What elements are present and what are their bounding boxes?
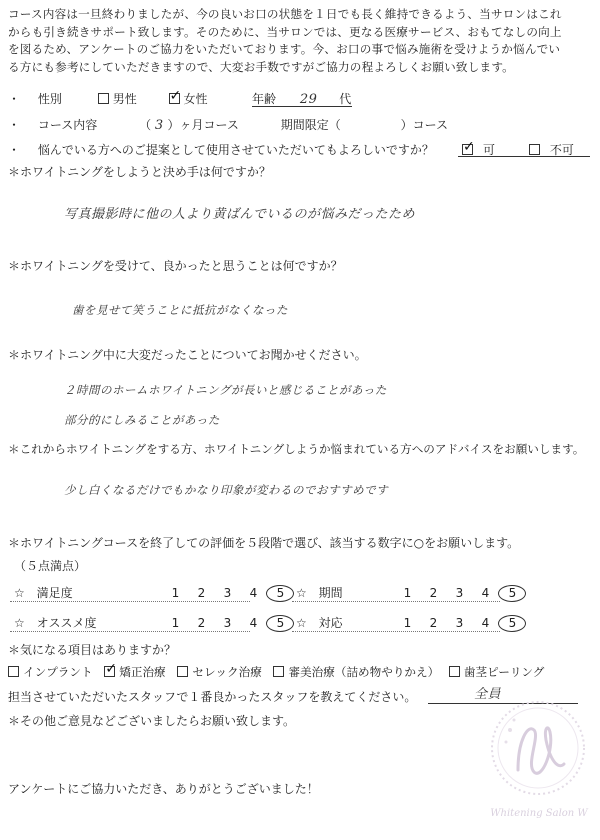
selected-circle: 5 bbox=[266, 615, 294, 632]
staff-answer[interactable]: 全員 bbox=[474, 687, 502, 702]
consent-yes-label: 可 bbox=[483, 143, 496, 157]
q1-answer[interactable]: 写真撮影時に他の人より黄ばんでいるのが悩みだったため bbox=[64, 207, 416, 222]
months-suffix: ）ヶ月コース bbox=[167, 118, 239, 132]
rating-option-1[interactable]: 1 bbox=[171, 586, 180, 600]
interest-option[interactable] bbox=[104, 665, 165, 679]
rating-option-2[interactable]: 2 bbox=[197, 586, 206, 600]
interest-options bbox=[8, 664, 544, 680]
rating-label: 対応 bbox=[318, 616, 343, 630]
bullet: ・ bbox=[8, 92, 21, 106]
rating-option-1[interactable]: 1 bbox=[403, 616, 412, 630]
intro-line: からも引き続きサポート致します。そのために、当サロンでは、更なる医療サービス、おもてなしの向上 bbox=[8, 24, 562, 39]
q1-question: ＊ホワイトニングをしようと決め手は何ですか？ bbox=[8, 165, 271, 179]
q3-question: ＊ホワイトニング中に大変だったことについてお聞かせください。 bbox=[8, 348, 367, 362]
consent-yes-checkbox[interactable] bbox=[462, 144, 473, 155]
logo-emblem-icon bbox=[470, 680, 600, 810]
bullet: ・ bbox=[8, 143, 21, 157]
rating-label: 満足度 bbox=[36, 586, 73, 600]
dotted-divider bbox=[292, 631, 500, 632]
consent-question: 悩んでいる方へのご提案として使用させていただいてもよろしいですか？ bbox=[37, 143, 434, 157]
dotted-divider bbox=[10, 631, 250, 632]
gender-label: 性別 bbox=[37, 92, 62, 106]
star-icon: ☆ bbox=[14, 586, 25, 600]
rating-option-2[interactable]: 2 bbox=[197, 616, 206, 630]
rating-option-1[interactable]: 1 bbox=[171, 616, 180, 630]
salon-logo bbox=[470, 680, 600, 830]
rating-option-5[interactable] bbox=[498, 585, 524, 602]
age-value[interactable]: 29 bbox=[299, 92, 318, 107]
rating-scale-note: （５点満点） bbox=[14, 559, 87, 573]
male-label: 男性 bbox=[112, 92, 137, 106]
q3-answer-line1[interactable]: ２時間のホームホワイトニングが長いと感じることがあった bbox=[64, 383, 387, 397]
option-label: 審美治療（詰め物やりかえ） bbox=[288, 665, 440, 679]
rating-item-recommend bbox=[14, 614, 292, 632]
intro-line: る方にも参考にしていただきますので、大変お手数ですがご協力の程よろしくお願い致します。 bbox=[8, 59, 514, 74]
option-label: インプラント bbox=[23, 665, 93, 679]
months-open: （ bbox=[139, 118, 152, 132]
q2-answer[interactable]: 歯を見せて笑うことに抵抗がなくなった bbox=[72, 303, 288, 317]
rating-option-4[interactable]: 4 bbox=[481, 616, 490, 630]
rating-option-4[interactable]: 4 bbox=[249, 586, 258, 600]
intro-line: を図るため、アンケートのご協力をいただいております。今、お口の事で悩み施術を受けようか悩んでい bbox=[8, 42, 561, 56]
rating-question: ＊ホワイトニングコースを終了しての評価を５段階で選び、該当する数字に○をお願いします。 bbox=[8, 536, 520, 550]
q3-answer-line2[interactable]: 部分的にしみることがあった bbox=[64, 413, 220, 427]
star-icon: ☆ bbox=[296, 616, 307, 630]
consent-no-checkbox[interactable] bbox=[529, 144, 540, 155]
rating-label: オススメ度 bbox=[36, 616, 97, 630]
rating-item-service bbox=[296, 614, 524, 632]
age-label: 年齢 bbox=[252, 92, 277, 106]
rating-option-4[interactable]: 4 bbox=[249, 616, 258, 630]
q4-question: ＊これからホワイトニングをする方、ホワイトニングしようか悩まれている方へのアドバイスをお願いします。 bbox=[8, 442, 585, 456]
limited-suffix: ）コース bbox=[400, 118, 449, 132]
option-label: 矯正治療 bbox=[119, 665, 166, 679]
age-underline bbox=[252, 106, 352, 107]
checkbox-icon bbox=[273, 666, 284, 677]
star-icon: ☆ bbox=[296, 586, 307, 600]
intro-line: コース内容は一旦終わりましたが、今の良いお口の状態を１日でも長く維持できるよう、当サロンはこれ bbox=[8, 7, 562, 21]
rating-option-3[interactable]: 3 bbox=[455, 586, 464, 600]
consent-underline bbox=[458, 156, 590, 157]
rating-option-2[interactable]: 2 bbox=[429, 586, 438, 600]
course-label: コース内容 bbox=[37, 118, 98, 132]
rating-label: 期間 bbox=[318, 586, 343, 600]
rating-option-3[interactable]: 3 bbox=[223, 586, 232, 600]
rating-option-5[interactable] bbox=[266, 585, 292, 602]
rating-item-satisfaction bbox=[14, 584, 292, 602]
female-checkbox[interactable] bbox=[169, 93, 180, 104]
interest-question: ＊気になる項目はありますか？ bbox=[8, 643, 177, 657]
q4-answer[interactable]: 少し白くなるだけでもかなり印象が変わるのでおすすめです bbox=[64, 483, 389, 497]
selected-circle: 5 bbox=[498, 585, 526, 602]
rating-option-5[interactable] bbox=[498, 615, 524, 632]
checkbox-icon bbox=[177, 666, 188, 677]
course-row bbox=[8, 116, 448, 133]
opinion-question: ＊その他ご意見などございましたらお願い致します。 bbox=[8, 714, 296, 728]
rating-option-2[interactable]: 2 bbox=[429, 616, 438, 630]
consent-row bbox=[8, 141, 434, 158]
rating-option-1[interactable]: 1 bbox=[403, 586, 412, 600]
closing-message: アンケートにご協力いただき、ありがとうございました！ bbox=[8, 782, 319, 796]
star-icon: ☆ bbox=[14, 616, 25, 630]
checkbox-icon bbox=[8, 666, 19, 677]
age-suffix: 代 bbox=[339, 92, 352, 106]
option-label: 歯茎ピーリング bbox=[463, 665, 545, 679]
staff-question: 担当させていただいたスタッフで１番良かったスタッフを教えてください。 bbox=[8, 690, 417, 704]
interest-option[interactable] bbox=[177, 665, 261, 679]
logo-text: Whitening Salon W bbox=[490, 808, 588, 819]
bullet: ・ bbox=[8, 118, 21, 132]
intro-paragraph bbox=[8, 6, 592, 76]
months-value[interactable]: 3 bbox=[154, 118, 164, 133]
selected-circle: 5 bbox=[266, 585, 294, 602]
q2-question: ＊ホワイトニングを受けて、良かったと思うことは何ですか？ bbox=[8, 259, 343, 273]
female-label: 女性 bbox=[183, 92, 208, 106]
gender-row bbox=[8, 90, 208, 107]
age-field bbox=[252, 90, 351, 107]
option-label: セレック治療 bbox=[192, 665, 262, 679]
dotted-divider bbox=[10, 601, 250, 602]
interest-option[interactable] bbox=[449, 665, 544, 679]
interest-option[interactable] bbox=[273, 665, 439, 679]
interest-option[interactable] bbox=[8, 665, 93, 679]
rating-option-4[interactable]: 4 bbox=[481, 586, 490, 600]
rating-option-3[interactable]: 3 bbox=[455, 616, 464, 630]
limited-label: 期間限定（ bbox=[280, 118, 341, 132]
male-checkbox[interactable] bbox=[98, 93, 109, 104]
consent-no-label: 不可 bbox=[549, 143, 574, 157]
checkbox-icon bbox=[449, 666, 460, 677]
dotted-divider bbox=[292, 601, 500, 602]
checkbox-icon bbox=[104, 666, 115, 677]
rating-item-period bbox=[296, 584, 524, 602]
rating-option-5[interactable] bbox=[266, 615, 292, 632]
rating-option-3[interactable]: 3 bbox=[223, 616, 232, 630]
selected-circle: 5 bbox=[498, 615, 526, 632]
